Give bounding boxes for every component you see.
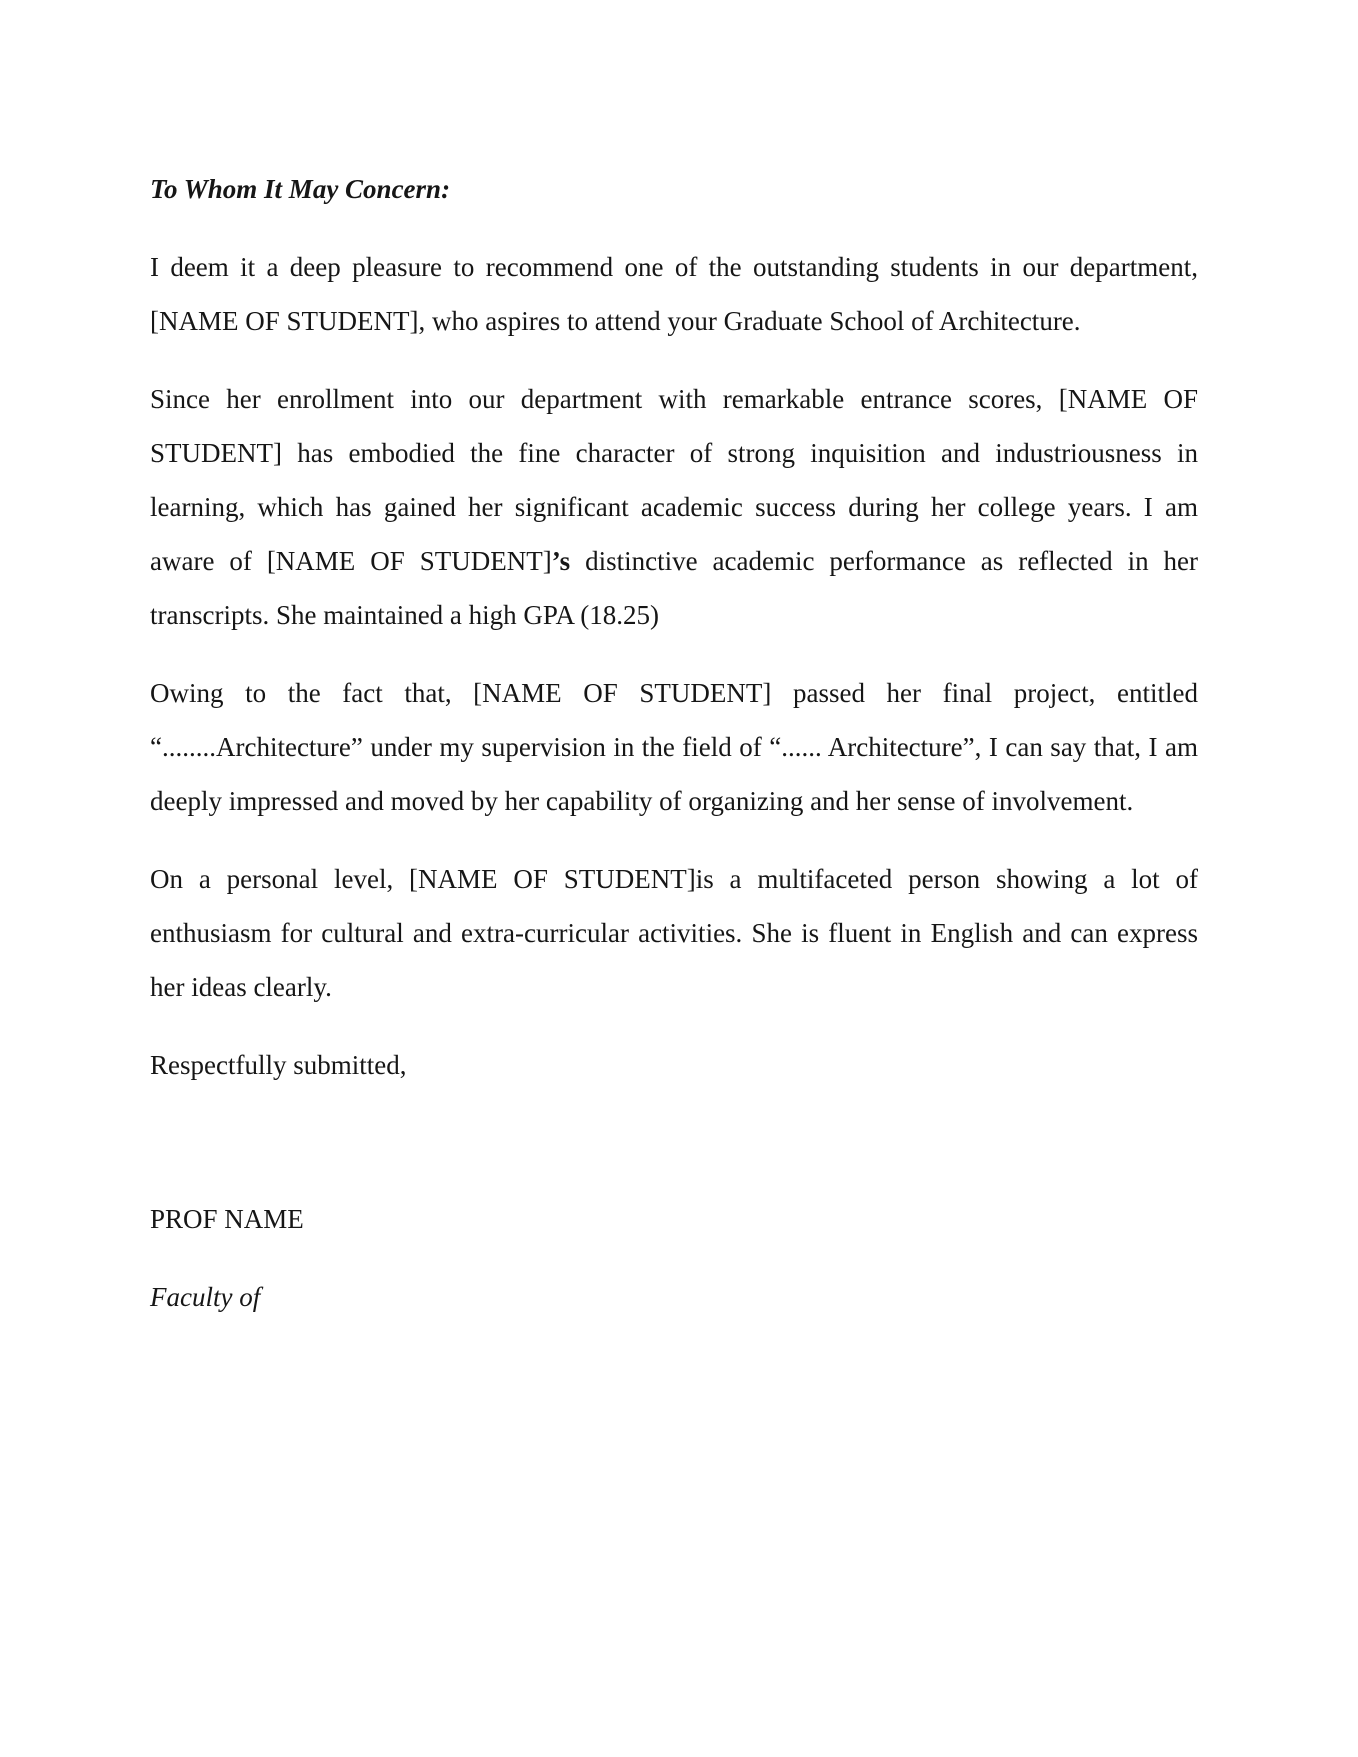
signature-space [150, 1116, 1198, 1192]
paragraph-personal-level: On a personal level, [NAME OF STUDENT]is a multifaceted person showing a lot of enthusiasm for cultural and extra-curricular activities. She is fluent in English and can express her ideas clearly. [150, 864, 1198, 1002]
closing-line: Respectfully submitted, [150, 1050, 407, 1080]
signature-title: Faculty of [150, 1282, 261, 1312]
paragraph-academic-performance-bold-possessive: ’s [551, 546, 571, 576]
salutation: To Whom It May Concern: [150, 174, 451, 204]
paragraph-academic-performance-text: Since her enrollment into our department with remarkable entrance scores, [NAME OF STUDENT] has embodied the fine character of strong inquisition and industriousness in learning, which has gained her significant academic success during her college years. I am aware of [NAME OF STUDENT] [150, 384, 1198, 576]
paragraph-introduction: I deem it a deep pleasure to recommend one of the outstanding students in our department, [NAME OF STUDENT], who aspires to attend your Graduate School of Architecture. [150, 252, 1198, 336]
signature-name: PROF NAME [150, 1204, 304, 1234]
letter-body [150, 162, 1198, 1348]
paragraph-academic-performance-continuation: distinctive academic performance as reflected in her transcripts. She maintained a high GPA (18.25) [150, 546, 1198, 630]
paragraph-academic-performance [150, 372, 1198, 642]
paragraph-final-project: Owing to the fact that, [NAME OF STUDENT] passed her final project, entitled “........Architecture” under my supervision in the field of “...... Architecture”, I can say that, I am deeply impressed and moved by her capability of organizing and her sense of involvement. [150, 678, 1198, 816]
